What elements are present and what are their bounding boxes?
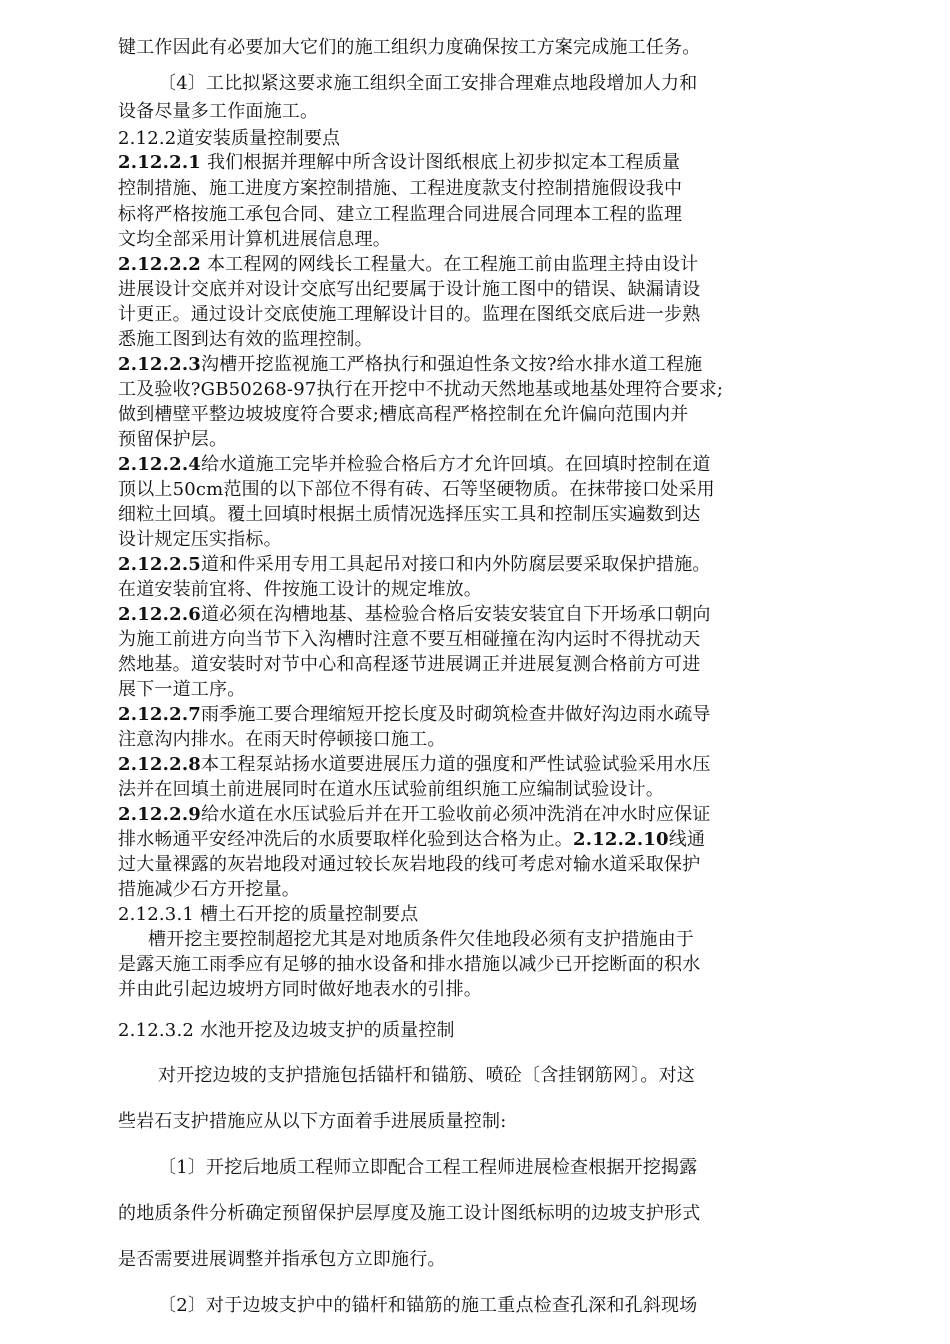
- numbered-paragraph-start: 2.12.2.4给水道施工完毕并检验合格后方才允许回填。在回填时控制在道: [118, 454, 711, 475]
- text-line: 控制措施、施工进度方案控制措施、工程进度款支付控制措施假设我中: [118, 178, 683, 199]
- text-line: 在道安装前宜将、件按施工设计的规定堆放。: [118, 579, 482, 600]
- text-line: 措施减少石方开挖量。: [118, 879, 300, 900]
- text-line: 悉施工图到达有效的监理控制。: [118, 329, 373, 350]
- text-line: 然地基。道安装时对节中心和高程逐节进展调正并进展复测合格前方可进: [118, 654, 701, 675]
- text-line: 槽开挖主要控制超挖尤其是对地质条件欠佳地段必须有支护措施由于: [148, 929, 694, 950]
- text-line: 做到槽壁平整边坡坡度符合要求;槽底高程严格控制在允许偏向范围内并: [118, 404, 689, 425]
- section-heading: 2.12.3.2 水池开挖及边坡支护的质量控制: [118, 1020, 455, 1041]
- text-line: 细粒土回填。覆土回填时根据土质情况选择压实工具和控制压实遍数到达: [118, 504, 701, 525]
- text-line: 是露天施工雨季应有足够的抽水设备和排水措施以减少已开挖断面的积水: [118, 954, 701, 975]
- text-line: 为施工前进方向当节下入沟槽时注意不要互相碰撞在沟内运时不得扰动天: [118, 629, 701, 650]
- text-line: 键工作因此有必要加大它们的施工组织力度确保按工方案完成施工任务。: [118, 37, 701, 58]
- numbered-paragraph-start: 2.12.2.3沟槽开挖监视施工严格执行和强迫性条文按?给水排水道工程施: [118, 354, 703, 375]
- text-line: 〔2〕对于边坡支护中的锚杆和锚筋的施工重点检查孔深和孔斜现场: [158, 1295, 698, 1316]
- numbered-paragraph-start: 2.12.2.5道和件采用专用工具起吊对接口和内外防腐层要采取保护措施。: [118, 554, 711, 575]
- numbered-paragraph-start: 2.12.2.8本工程泵站扬水道要进展压力道的强度和严性试验试验采用水压: [118, 754, 711, 775]
- text-line: 是否需要进展调整并指承包方立即施行。: [118, 1249, 446, 1270]
- text-line: 〔4〕工比拟紧这要求施工组织全面工安排合理难点地段增加人力和: [158, 73, 698, 94]
- text-line: 过大量裸露的灰岩地段对通过较长灰岩地段的线可考虑对输水道采取保护: [118, 854, 701, 875]
- section-heading: 2.12.2道安装质量控制要点: [118, 128, 341, 149]
- text-line: 〔1〕开挖后地质工程师立即配合工程工程师进展检查根据开挖揭露: [158, 1157, 698, 1178]
- text-line: 文均全部采用计算机进展信息理。: [118, 229, 391, 250]
- text-line: 些岩石支护措施应从以下方面着手进展质量控制:: [118, 1111, 507, 1132]
- text-line: 进展设计交底并对设计交底写出纪要属于设计施工图中的错误、缺漏请设: [118, 279, 701, 300]
- text-line: 对开挖边坡的支护措施包括锚杆和锚筋、喷砼〔含挂钢筋网〕。对这: [158, 1065, 695, 1086]
- text-line: 注意沟内排水。在雨天时停顿接口施工。: [118, 729, 446, 750]
- text-line: 展下一道工序。: [118, 679, 246, 700]
- numbered-paragraph-start: 2.12.2.1 我们根据并理解中所含设计图纸根底上初步拟定本工程质量: [118, 152, 681, 173]
- text-line: 顶以上50cm范围的以下部位不得有砖、石等坚硬物质。在抹带接口处采用: [118, 479, 715, 500]
- numbered-paragraph-start: 2.12.2.9给水道在水压试验后并在开工验收前必须冲洗消在冲水时应保证: [118, 804, 711, 825]
- text-line: 的地质条件分析确定预留保护层厚度及施工设计图纸标明的边坡支护形式: [118, 1203, 701, 1224]
- text-line: 设计规定压实指标。: [118, 529, 282, 550]
- text-line: 工及验收?GB50268-97执行在开挖中不扰动天然地基或地基处理符合要求;: [118, 379, 724, 400]
- section-heading: 2.12.3.1 槽土石开挖的质量控制要点: [118, 904, 419, 925]
- text-line: 设备尽量多工作面施工。: [118, 101, 319, 122]
- text-line: 预留保护层。: [118, 429, 228, 450]
- text-line: 排水畅通平安经冲洗后的水质要取样化验到达合格为止。2.12.2.10线通: [118, 829, 706, 850]
- numbered-paragraph-start: 2.12.2.6道必须在沟槽地基、基检验合格后安装安装宜自下开场承口朝向: [118, 604, 711, 625]
- text-line: 并由此引起边坡坍方同时做好地表水的引排。: [118, 979, 482, 1000]
- numbered-paragraph-start: 2.12.2.7雨季施工要合理缩短开挖长度及时砌筑检查井做好沟边雨水疏导: [118, 704, 711, 725]
- numbered-paragraph-start: 2.12.2.2 本工程网的网线长工程量大。在工程施工前由监理主持由设计: [118, 254, 699, 275]
- text-line: 法并在回填土前进展同时在道水压试验前组织施工应编制试验设计。: [118, 779, 664, 800]
- text-line: 标将严格按施工承包合同、建立工程监理合同进展合同理本工程的监理: [118, 204, 683, 225]
- text-line: 计更正。通过设计交底使施工理解设计目的。监理在图纸交底后进一步熟: [118, 304, 701, 325]
